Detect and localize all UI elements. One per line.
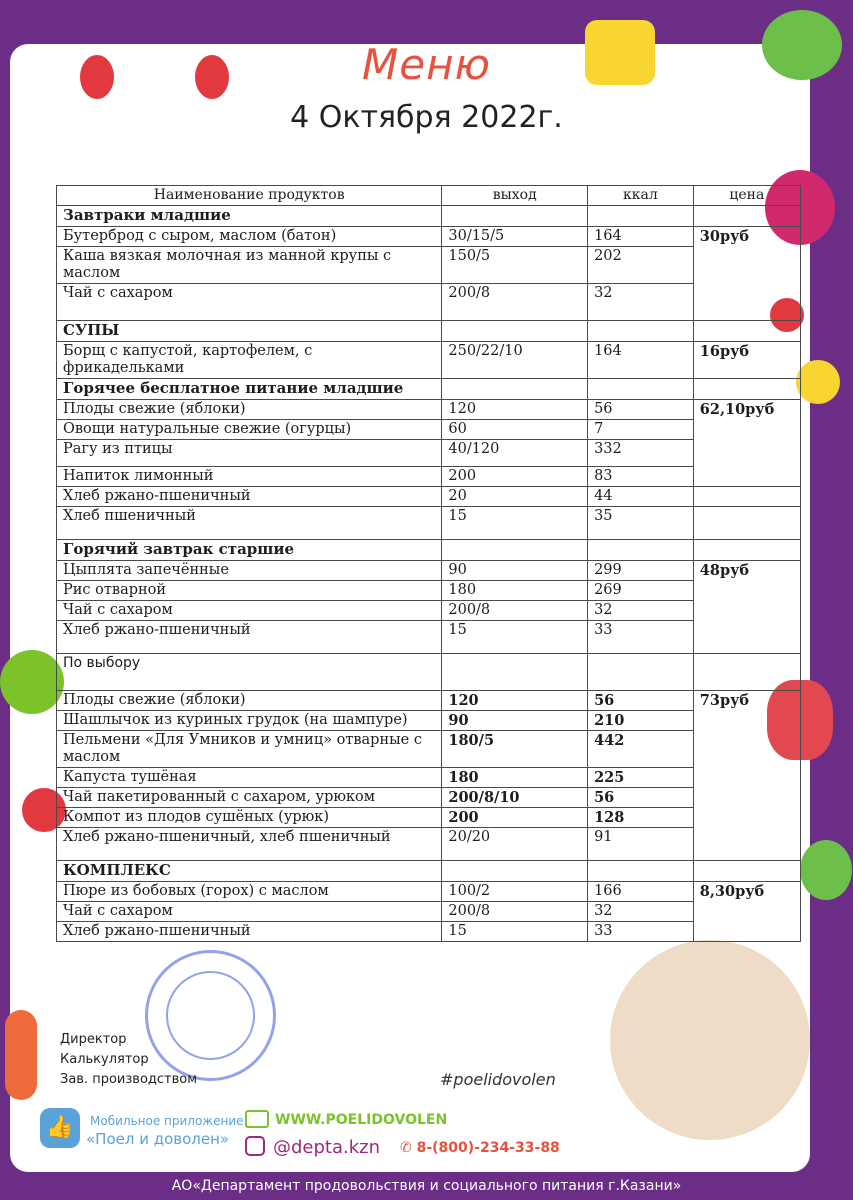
- table-row: [57, 902, 801, 922]
- item-name: Пюре из бобовых (горох) с маслом: [57, 882, 442, 902]
- section-title: Завтраки младшие: [57, 206, 442, 227]
- app-name: «Поел и доволен»: [86, 1130, 230, 1148]
- item-kcal: 56: [588, 691, 694, 711]
- menu-table: [56, 185, 801, 942]
- table-row: [57, 882, 801, 902]
- header-kcal: ккал: [588, 186, 694, 206]
- item-output: 120: [442, 691, 588, 711]
- signature-production: Зав. производством: [60, 1072, 198, 1087]
- item-output: 180: [442, 581, 588, 601]
- item-output: 20: [442, 487, 588, 507]
- section-row: [57, 540, 801, 561]
- item-output: 20/20: [442, 828, 588, 861]
- item-output: 250/22/10: [442, 342, 588, 379]
- item-name: Напиток лимонный: [57, 467, 442, 487]
- signature-block: [60, 1030, 197, 1090]
- hashtag: #poelidovolen: [440, 1070, 556, 1089]
- thumbs-up-icon: 👍: [40, 1108, 80, 1148]
- table-row: [57, 691, 801, 711]
- phone-number[interactable]: [400, 1140, 560, 1156]
- item-kcal: 35: [588, 507, 694, 540]
- table-row: [57, 247, 801, 284]
- item-kcal: 202: [588, 247, 694, 284]
- section-row: [57, 321, 801, 342]
- table-row: [57, 788, 801, 808]
- table-row: [57, 731, 801, 768]
- table-row: [57, 808, 801, 828]
- item-name: Пельмени «Для Умников и умниц» отварные с маслом: [57, 731, 442, 768]
- section-price: 48руб: [693, 561, 800, 654]
- section-title: Горячий завтрак старшие: [57, 540, 442, 561]
- section-title: По выбору: [57, 654, 442, 691]
- table-row: [57, 467, 801, 487]
- table-row: [57, 828, 801, 861]
- item-kcal: 32: [588, 284, 694, 321]
- item-kcal: 269: [588, 581, 694, 601]
- phone-text: 8-(800)-234-33-88: [416, 1140, 560, 1156]
- item-name: Капуста тушёная: [57, 768, 442, 788]
- item-output: 60: [442, 420, 588, 440]
- item-name: Компот из плодов сушёных (урюк): [57, 808, 442, 828]
- item-name: Плоды свежие (яблоки): [57, 400, 442, 420]
- header-price: цена: [693, 186, 800, 206]
- item-kcal: 56: [588, 400, 694, 420]
- item-name: Хлеб ржано-пшеничный: [57, 621, 442, 654]
- phone-icon: ✆: [400, 1140, 417, 1156]
- header-name: Наименование продуктов: [57, 186, 442, 206]
- item-output: 200: [442, 467, 588, 487]
- item-name: Овощи натуральные свежие (огурцы): [57, 420, 442, 440]
- section-title: СУПЫ: [57, 321, 442, 342]
- table-header-row: [57, 186, 801, 206]
- item-output: 15: [442, 507, 588, 540]
- item-name: Рагу из птицы: [57, 440, 442, 467]
- table-row: [57, 420, 801, 440]
- item-name: Хлеб ржано-пшеничный, хлеб пшеничный: [57, 828, 442, 861]
- item-kcal: 91: [588, 828, 694, 861]
- table-row: [57, 342, 801, 379]
- item-output: 90: [442, 711, 588, 731]
- item-name: Плоды свежие (яблоки): [57, 691, 442, 711]
- apple-character-icon: [0, 650, 64, 714]
- instagram-text: @depta.kzn: [273, 1137, 381, 1158]
- section-price: 30руб: [693, 227, 800, 321]
- item-output: 200/8: [442, 902, 588, 922]
- item-kcal: 33: [588, 621, 694, 654]
- menu-date: 4 Октября 2022г.: [290, 100, 563, 135]
- item-name: Бутерброд с сыром, маслом (батон): [57, 227, 442, 247]
- browser-icon: [245, 1110, 269, 1128]
- item-kcal: 32: [588, 601, 694, 621]
- item-kcal: 56: [588, 788, 694, 808]
- item-kcal: 83: [588, 467, 694, 487]
- instagram-handle[interactable]: [245, 1136, 380, 1158]
- item-output: 40/120: [442, 440, 588, 467]
- item-kcal: 299: [588, 561, 694, 581]
- table-row: [57, 440, 801, 467]
- table-row: [57, 284, 801, 321]
- item-kcal: 225: [588, 768, 694, 788]
- app-label: Мобильное приложение: [90, 1114, 244, 1128]
- item-output: 90: [442, 561, 588, 581]
- section-title: КОМПЛЕКС: [57, 861, 442, 882]
- table-row: [57, 581, 801, 601]
- item-output: 30/15/5: [442, 227, 588, 247]
- item-kcal: 32: [588, 902, 694, 922]
- section-price: 62,10руб: [693, 400, 800, 487]
- item-name: Цыплята запечённые: [57, 561, 442, 581]
- item-output: 200/8/10: [442, 788, 588, 808]
- item-output: 180: [442, 768, 588, 788]
- table-row: [57, 227, 801, 247]
- section-row: [57, 379, 801, 400]
- item-kcal: 128: [588, 808, 694, 828]
- item-name: Каша вязкая молочная из манной крупы с маслом: [57, 247, 442, 284]
- lemon-character-icon: [796, 360, 840, 404]
- signature-director: Директор: [60, 1032, 127, 1047]
- item-kcal: 332: [588, 440, 694, 467]
- item-kcal: 442: [588, 731, 694, 768]
- item-output: 150/5: [442, 247, 588, 284]
- table-row: [57, 768, 801, 788]
- menu-title: Меню: [362, 40, 491, 89]
- signature-calculator: Калькулятор: [60, 1052, 149, 1067]
- broccoli-banana-characters-icon: [610, 940, 810, 1140]
- item-kcal: 164: [588, 342, 694, 379]
- item-output: 180/5: [442, 731, 588, 768]
- carrot-character-icon: [5, 1010, 37, 1100]
- table-row: [57, 711, 801, 731]
- item-name: Чай пакетированный с сахаром, урюком: [57, 788, 442, 808]
- item-name: Чай с сахаром: [57, 284, 442, 321]
- item-name: Хлеб пшеничный: [57, 507, 442, 540]
- section-title: Горячее бесплатное питание младшие: [57, 379, 442, 400]
- section-row: [57, 861, 801, 882]
- item-kcal: 164: [588, 227, 694, 247]
- item-output: 100/2: [442, 882, 588, 902]
- section-price: 8,30руб: [693, 882, 800, 942]
- section-price: 73руб: [693, 691, 800, 861]
- item-name: Чай с сахаром: [57, 902, 442, 922]
- table-row: [57, 601, 801, 621]
- table-row: [57, 487, 801, 507]
- table-row: [57, 621, 801, 654]
- lettuce-icon: [800, 840, 852, 900]
- website-link[interactable]: WWW.POELIDOVOLEN: [275, 1112, 448, 1128]
- item-name: Рис отварной: [57, 581, 442, 601]
- item-kcal: 166: [588, 882, 694, 902]
- item-output: 15: [442, 621, 588, 654]
- section-row: [57, 654, 801, 691]
- section-price: 16руб: [693, 342, 800, 379]
- table-row: [57, 507, 801, 540]
- item-name: Чай с сахаром: [57, 601, 442, 621]
- item-output: 200/8: [442, 284, 588, 321]
- item-kcal: 210: [588, 711, 694, 731]
- footer-org: АО«Департамент продовольствия и социального питания г.Казани»: [171, 1178, 682, 1194]
- item-output: 15: [442, 922, 588, 942]
- item-output: 200: [442, 808, 588, 828]
- item-name: Хлеб ржано-пшеничный: [57, 487, 442, 507]
- item-kcal: 33: [588, 922, 694, 942]
- table-row: [57, 922, 801, 942]
- item-name: Хлеб ржано-пшеничный: [57, 922, 442, 942]
- item-name: Борщ с капустой, картофелем, с фрикадельками: [57, 342, 442, 379]
- header-output: выход: [442, 186, 588, 206]
- item-output: 200/8: [442, 601, 588, 621]
- section-row: [57, 206, 801, 227]
- item-kcal: 7: [588, 420, 694, 440]
- item-kcal: 44: [588, 487, 694, 507]
- table-row: [57, 561, 801, 581]
- item-output: 120: [442, 400, 588, 420]
- item-name: Шашлычок из куриных грудок (на шампуре): [57, 711, 442, 731]
- table-row: [57, 400, 801, 420]
- instagram-icon: [245, 1136, 265, 1156]
